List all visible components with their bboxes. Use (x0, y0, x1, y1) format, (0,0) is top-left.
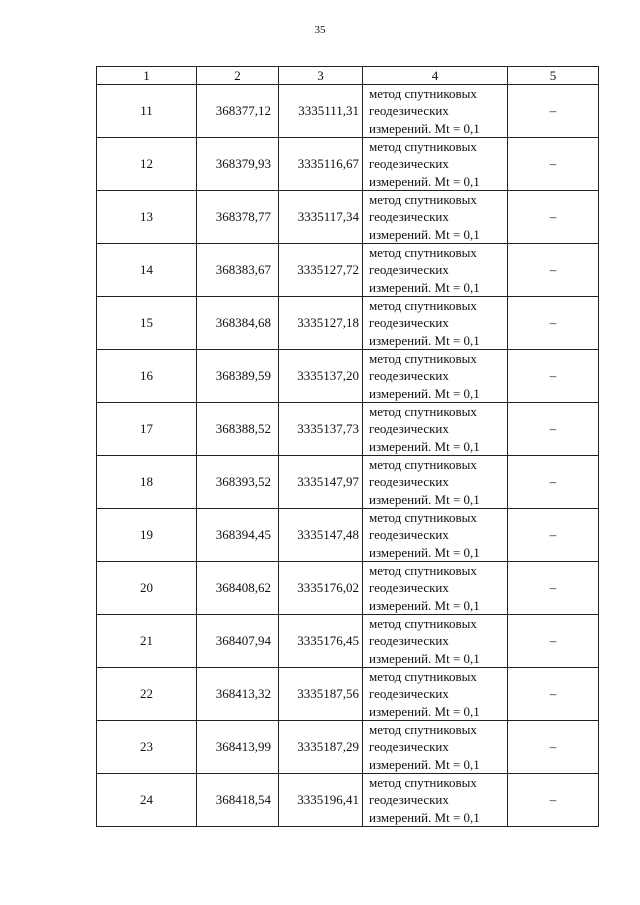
point-number-cell: 23 (97, 721, 197, 774)
y-coordinate-cell: 3335117,34 (279, 191, 363, 244)
x-coordinate-cell: 368393,52 (197, 456, 279, 509)
column-header: 1 (97, 67, 197, 85)
table-row (97, 456, 599, 509)
x-coordinate-cell: 368407,94 (197, 615, 279, 668)
method-line: метод спутниковых (369, 616, 477, 632)
x-coordinate-cell: 368383,67 (197, 244, 279, 297)
method-line: метод спутниковых (369, 139, 477, 155)
method-cell (363, 562, 508, 615)
method-line: метод спутниковых (369, 457, 477, 473)
method-line: метод спутниковых (369, 245, 477, 261)
method-line: геодезических (369, 633, 449, 649)
method-cell (363, 403, 508, 456)
note-cell: – (508, 721, 599, 774)
column-header: 5 (508, 67, 599, 85)
method-line: метод спутниковых (369, 510, 477, 526)
y-coordinate-cell: 3335176,45 (279, 615, 363, 668)
note-cell: – (508, 509, 599, 562)
method-line: геодезических (369, 686, 449, 702)
note-cell: – (508, 297, 599, 350)
table-body (97, 85, 599, 827)
y-coordinate-cell: 3335176,02 (279, 562, 363, 615)
method-cell (363, 456, 508, 509)
method-line: геодезических (369, 474, 449, 490)
x-coordinate-cell: 368413,99 (197, 721, 279, 774)
y-coordinate-cell: 3335137,20 (279, 350, 363, 403)
method-line: измерений. Mt = 0,1 (369, 438, 480, 454)
table-row (97, 509, 599, 562)
x-coordinate-cell: 368408,62 (197, 562, 279, 615)
method-cell (363, 138, 508, 191)
x-coordinate-cell: 368413,32 (197, 668, 279, 721)
note-cell: – (508, 456, 599, 509)
method-line: измерений. Mt = 0,1 (369, 332, 480, 348)
method-line: геодезических (369, 792, 449, 808)
method-cell (363, 509, 508, 562)
note-cell: – (508, 350, 599, 403)
note-cell: – (508, 668, 599, 721)
note-cell: – (508, 244, 599, 297)
note-cell: – (508, 615, 599, 668)
method-line: метод спутниковых (369, 722, 477, 738)
x-coordinate-cell: 368377,12 (197, 85, 279, 138)
note-cell: – (508, 562, 599, 615)
y-coordinate-cell: 3335127,72 (279, 244, 363, 297)
table-row (97, 721, 599, 774)
point-number-cell: 14 (97, 244, 197, 297)
table-row (97, 774, 599, 827)
method-line: метод спутниковых (369, 669, 477, 685)
method-line: измерений. Mt = 0,1 (369, 544, 480, 560)
y-coordinate-cell: 3335111,31 (279, 85, 363, 138)
note-cell: – (508, 138, 599, 191)
x-coordinate-cell: 368384,68 (197, 297, 279, 350)
y-coordinate-cell: 3335187,56 (279, 668, 363, 721)
method-line: измерений. Mt = 0,1 (369, 809, 480, 825)
method-line: геодезических (369, 421, 449, 437)
y-coordinate-cell: 3335147,97 (279, 456, 363, 509)
point-number-cell: 12 (97, 138, 197, 191)
page-number: 35 (314, 24, 326, 36)
method-line: метод спутниковых (369, 192, 477, 208)
method-cell (363, 297, 508, 350)
table-row (97, 615, 599, 668)
note-cell: – (508, 774, 599, 827)
x-coordinate-cell: 368389,59 (197, 350, 279, 403)
method-line: метод спутниковых (369, 404, 477, 420)
method-line: геодезических (369, 103, 449, 119)
point-number-cell: 17 (97, 403, 197, 456)
coordinates-table (96, 66, 599, 827)
method-line: измерений. Mt = 0,1 (369, 279, 480, 295)
method-cell (363, 774, 508, 827)
x-coordinate-cell: 368378,77 (197, 191, 279, 244)
x-coordinate-cell: 368379,93 (197, 138, 279, 191)
y-coordinate-cell: 3335116,67 (279, 138, 363, 191)
point-number-cell: 21 (97, 615, 197, 668)
table-row (97, 562, 599, 615)
method-line: измерений. Mt = 0,1 (369, 226, 480, 242)
method-line: геодезических (369, 368, 449, 384)
method-line: измерений. Mt = 0,1 (369, 173, 480, 189)
table-row (97, 350, 599, 403)
x-coordinate-cell: 368394,45 (197, 509, 279, 562)
method-line: геодезических (369, 580, 449, 596)
point-number-cell: 20 (97, 562, 197, 615)
method-line: геодезических (369, 527, 449, 543)
table-row (97, 297, 599, 350)
table-row (97, 668, 599, 721)
note-cell: – (508, 403, 599, 456)
table-row (97, 244, 599, 297)
method-line: геодезических (369, 739, 449, 755)
method-line: метод спутниковых (369, 775, 477, 791)
point-number-cell: 22 (97, 668, 197, 721)
table-header-row (97, 67, 599, 85)
table-row (97, 138, 599, 191)
method-line: метод спутниковых (369, 563, 477, 579)
point-number-cell: 15 (97, 297, 197, 350)
table-row (97, 403, 599, 456)
method-line: метод спутниковых (369, 351, 477, 367)
method-cell (363, 244, 508, 297)
y-coordinate-cell: 3335147,48 (279, 509, 363, 562)
point-number-cell: 24 (97, 774, 197, 827)
note-cell: – (508, 85, 599, 138)
method-line: измерений. Mt = 0,1 (369, 756, 480, 772)
method-line: измерений. Mt = 0,1 (369, 650, 480, 666)
point-number-cell: 18 (97, 456, 197, 509)
method-cell (363, 85, 508, 138)
y-coordinate-cell: 3335127,18 (279, 297, 363, 350)
y-coordinate-cell: 3335196,41 (279, 774, 363, 827)
note-cell: – (508, 191, 599, 244)
method-line: измерений. Mt = 0,1 (369, 385, 480, 401)
method-line: измерений. Mt = 0,1 (369, 120, 480, 136)
method-line: геодезических (369, 262, 449, 278)
point-number-cell: 19 (97, 509, 197, 562)
method-line: метод спутниковых (369, 86, 477, 102)
method-cell (363, 350, 508, 403)
point-number-cell: 16 (97, 350, 197, 403)
method-cell (363, 668, 508, 721)
method-line: измерений. Mt = 0,1 (369, 491, 480, 507)
method-cell (363, 721, 508, 774)
method-line: измерений. Mt = 0,1 (369, 703, 480, 719)
x-coordinate-cell: 368388,52 (197, 403, 279, 456)
method-cell (363, 191, 508, 244)
method-line: геодезических (369, 315, 449, 331)
method-cell (363, 615, 508, 668)
x-coordinate-cell: 368418,54 (197, 774, 279, 827)
method-line: геодезических (369, 209, 449, 225)
table-row (97, 85, 599, 138)
y-coordinate-cell: 3335187,29 (279, 721, 363, 774)
point-number-cell: 11 (97, 85, 197, 138)
y-coordinate-cell: 3335137,73 (279, 403, 363, 456)
column-header: 3 (279, 67, 363, 85)
column-header: 2 (197, 67, 279, 85)
column-header: 4 (363, 67, 508, 85)
method-line: метод спутниковых (369, 298, 477, 314)
point-number-cell: 13 (97, 191, 197, 244)
method-line: геодезических (369, 156, 449, 172)
method-line: измерений. Mt = 0,1 (369, 597, 480, 613)
table-row (97, 191, 599, 244)
